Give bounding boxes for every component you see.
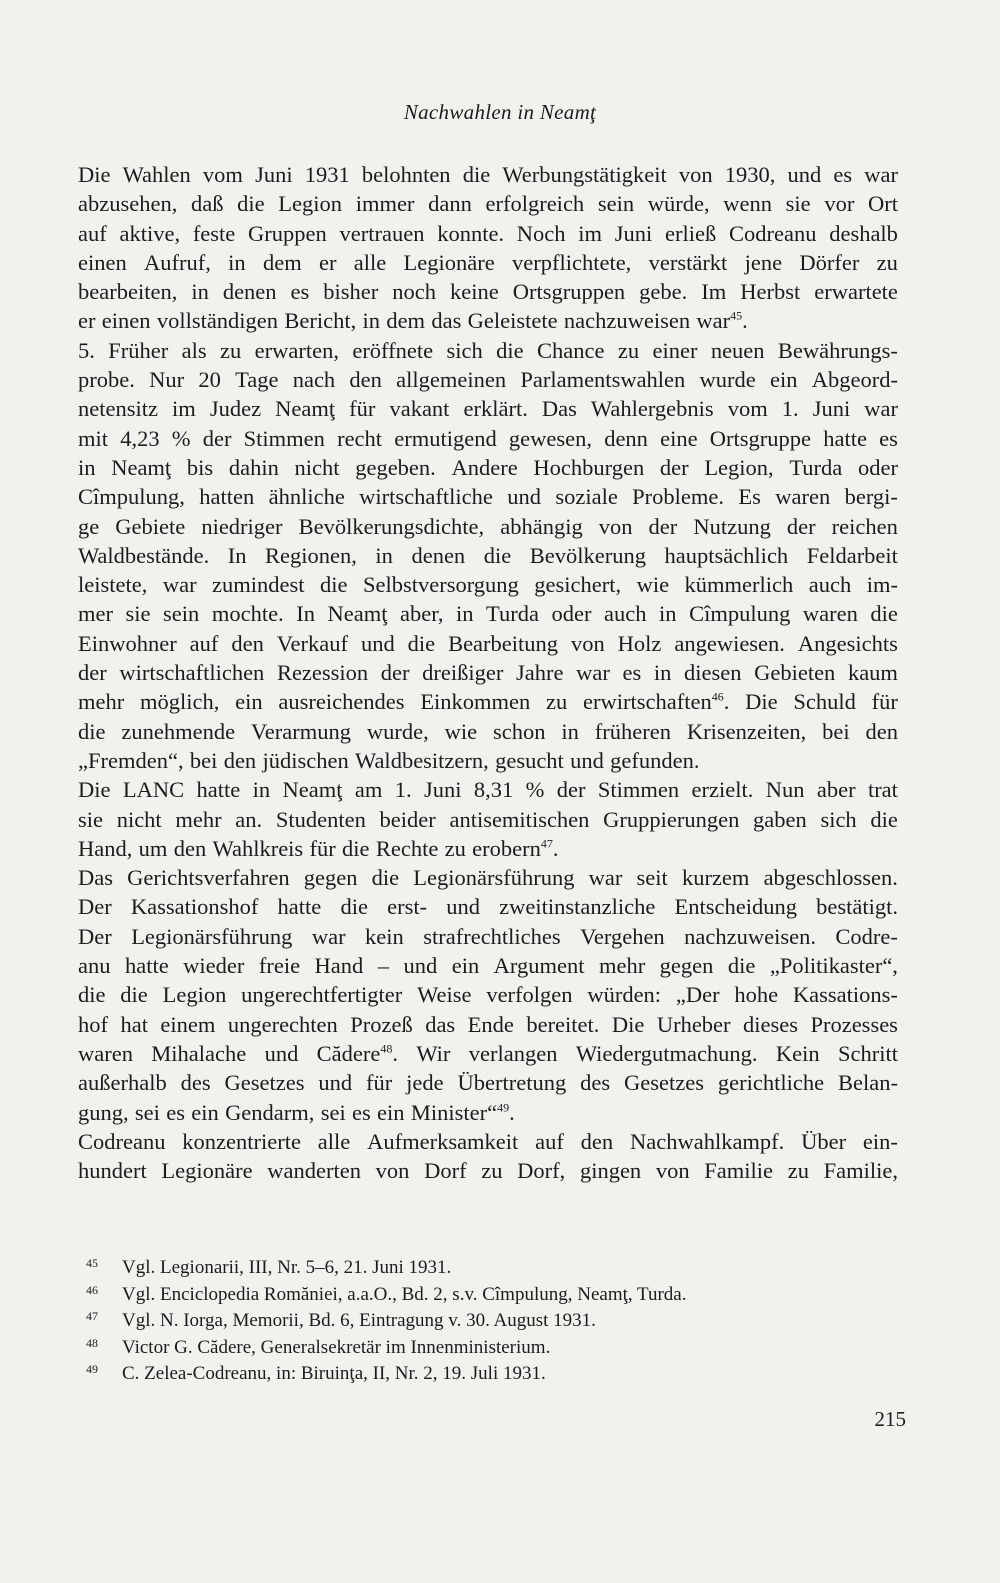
footnote (86, 1257, 906, 1284)
footnote-marker: 45 (730, 308, 743, 323)
footnote (86, 1337, 906, 1364)
text-line: die zunehmende Verarmung wurde, wie schon in früheren Krisenzeiten, bei den (78, 718, 898, 744)
text-line: Der Kassationshof hatte die erst- und zweitinstanzliche Entscheidung bestätigt. (78, 894, 898, 920)
text-line: waren Mihalache und Cădere$^{48}$. Wir verlangen Wiedergutmachung. Kein Schritt (78, 1040, 898, 1066)
text-line: Cîmpulung, hatten ähnliche wirtschaftliche und soziale Probleme. Es waren bergi- (78, 484, 898, 510)
text-line: probe. Nur 20 Tage nach den allgemeinen Parlamentswahlen wurde ein Abgeord- (78, 367, 898, 393)
text-line: außerhalb des Gesetzes und für jede Übertretung des Gesetzes gerichtliche Belan- (78, 1070, 898, 1096)
text-line: Das Gerichtsverfahren gegen die Legionärsführung war seit kurzem abgeschlossen. (78, 865, 898, 891)
text-line: bearbeiten, in denen es bisher noch keine Ortsgruppen gebe. Im Herbst erwartete (78, 279, 898, 305)
text-line: hundert Legionäre wanderten von Dorf zu Dorf, gingen von Familie zu Familie, (78, 1158, 898, 1184)
running-title: Nachwahlen in Neamţ (403, 100, 597, 124)
footnote-text: Vgl. N. Iorga, Memorii, Bd. 6, Eintragung v. 30. August 1931. (122, 1310, 596, 1331)
text-line: Waldbestände. In Regionen, in denen die Bevölkerung hauptsächlich Feldarbeit (78, 542, 898, 568)
footnote-text: Victor G. Cădere, Generalsekretär im Innenministerium. (122, 1336, 551, 1358)
footnote-marker: 49 (497, 1100, 510, 1114)
body-text (78, 160, 898, 1185)
text-line: abzusehen, daß die Legion immer dann erfolgreich sein würde, wenn sie vor Ort (78, 191, 898, 217)
page-number: 215 (874, 1407, 906, 1431)
text-line: Die Wahlen vom Juni 1931 belohnten die Werbungstätigkeit von 1930, und es war (78, 162, 898, 187)
text-line: 5. Früher als zu erwarten, eröffnete sich die Chance zu einer neuen Bewährungs- (78, 337, 898, 363)
footnote-number: 46 (86, 1282, 98, 1297)
text-line: sie nicht mehr an. Studenten beider antisemitischen Gruppierungen gaben sich die (78, 806, 898, 832)
text-line: mehr möglich, ein ausreichendes Einkommen zu erwirtschaften$^{46}$. Die Schuld für (78, 689, 898, 715)
footnote (86, 1363, 906, 1390)
footnote-number: 45 (86, 1256, 98, 1270)
footnote-number: 48 (86, 1335, 98, 1350)
footnotes (86, 1257, 906, 1390)
footnote-marker: 47 (540, 836, 553, 851)
footnote-text: Vgl. Legionarii, III, Nr. 5–6, 21. Juni 1931. (122, 1257, 452, 1278)
footnote-text: C. Zelea-Codreanu, in: Biruinţa, II, Nr. 2, 19. Juli 1931. (122, 1363, 546, 1384)
text-line: in Neamţ bis dahin nicht gegeben. Andere Hochburgen der Legion, Turda oder (78, 454, 898, 480)
footnote-marker: 46 (711, 689, 724, 704)
text-line: Hand, um den Wahlkreis für die Rechte zu erobern$^{47}$. (78, 835, 559, 861)
text-line: gung, sei es ein Gendarm, sei es ein Minister“$^{49}$. (78, 1099, 515, 1125)
text-line: Die LANC hatte in Neamţ am 1. Juni 8,31 % der Stimmen erzielt. Nun aber trat (78, 777, 898, 803)
footnote (86, 1284, 906, 1311)
text-line: hof hat einem ungerechten Prozeß das Ende bereitet. Die Urheber dieses Prozesses (78, 1011, 898, 1037)
text-line: einen Aufruf, in dem er alle Legionäre verpflichtete, verstärkt jene Dörfer zu (78, 249, 898, 275)
text-line: „Fremden“, bei den jüdischen Waldbesitzern, gesucht und gefunden. (78, 747, 700, 773)
text-line: Der Legionärsführung war kein strafrechtliches Vergehen nachzuweisen. Codre- (78, 923, 898, 949)
text-line: er einen vollständigen Bericht, in dem das Geleistete nachzuweisen war$^{45}$. (78, 308, 748, 334)
text-line: die die Legion ungerechtfertigter Weise verfolgen würden: „Der hohe Kassations- (78, 982, 898, 1008)
footnote-number: 49 (86, 1362, 98, 1376)
text-line: ge Gebiete niedriger Bevölkerungsdichte, abhängig von der Nutzung der reichen (78, 513, 898, 539)
text-line: auf aktive, feste Gruppen vertrauen konnte. Noch im Juni erließ Codreanu deshalb (78, 220, 898, 246)
text-line: leistete, war zumindest die Selbstversorgung gesichert, wie kümmerlich auch im- (78, 572, 898, 598)
text-line: Einwohner auf den Verkauf und die Bearbeitung von Holz angewiesen. Angesichts (78, 630, 898, 656)
text-line: anu hatte wieder freie Hand – und ein Argument mehr gegen die „Politikaster“, (78, 953, 898, 979)
text-line: netensitz im Judez Neamţ für vakant erklärt. Das Wahlergebnis vom 1. Juni war (78, 396, 898, 422)
footnote-text: Vgl. Enciclopedia Romăniei, a.a.O., Bd. 2, s.v. Cîmpulung, Neamţ, Turda. (122, 1283, 687, 1305)
footnote-number: 47 (86, 1309, 98, 1323)
text-line: mit 4,23 % der Stimmen recht ermutigend gewesen, denn eine Ortsgruppe hatte es (78, 425, 898, 451)
footnote-marker: 48 (380, 1041, 393, 1056)
text-line: der wirtschaftlichen Rezession der dreißiger Jahre war es in diesen Gebieten kaum (78, 660, 898, 686)
text-line: Codreanu konzentrierte alle Aufmerksamkeit auf den Nachwahlkampf. Über ein- (78, 1128, 898, 1154)
footnote (86, 1310, 906, 1337)
text-line: mer sie sein mochte. In Neamţ aber, in Turda oder auch in Cîmpulung waren die (78, 601, 898, 627)
